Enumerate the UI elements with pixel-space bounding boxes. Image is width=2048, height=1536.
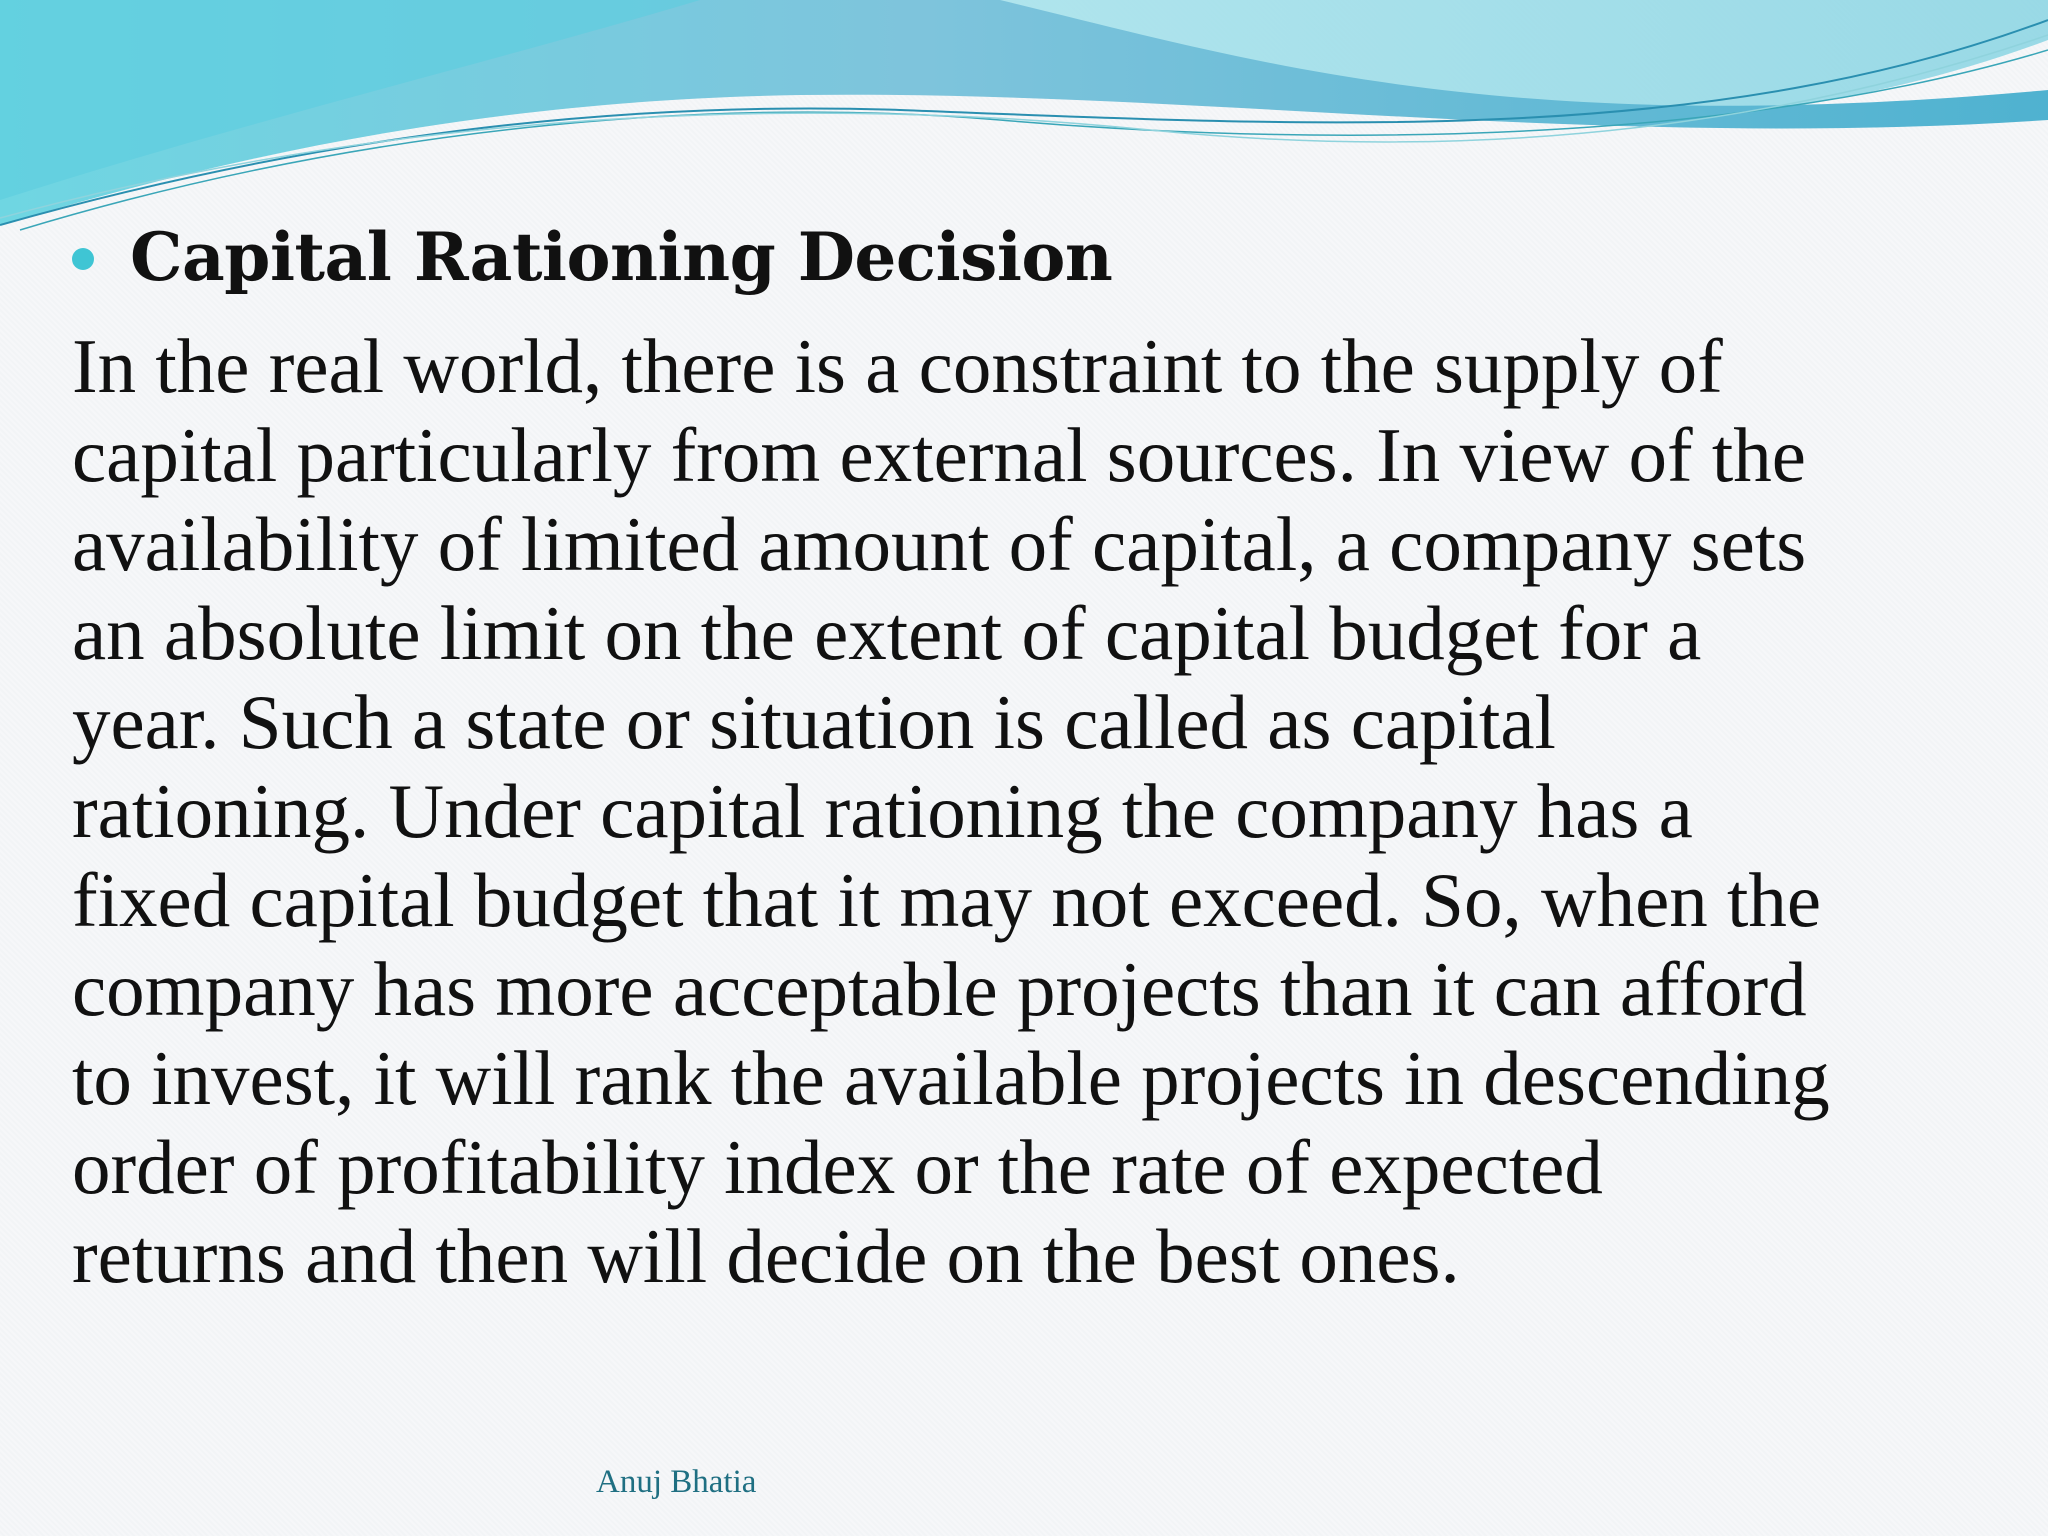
body-line: to invest, it will rank the available projects in descending — [72, 1035, 1830, 1121]
body-line: In the real world, there is a constraint to the supply of — [72, 323, 1723, 409]
body-line: capital particularly from external sources. In view of the — [72, 412, 1806, 498]
slide-body-text — [72, 322, 1992, 1301]
body-line: company has more acceptable projects than it can afford — [72, 946, 1807, 1032]
body-line: rationing. Under capital rationing the company has a — [72, 768, 1693, 854]
bullet-icon — [72, 248, 94, 270]
body-line: returns and then will decide on the best ones. — [72, 1213, 1460, 1299]
footer-author: Anuj Bhatia — [596, 1464, 757, 1500]
bullet-heading — [72, 218, 1112, 296]
body-line: an absolute limit on the extent of capital budget for a — [72, 590, 1702, 676]
slide-heading: Capital Rationing Decision — [130, 218, 1113, 296]
body-line: availability of limited amount of capital, a company sets — [72, 501, 1807, 587]
header-wave-decoration — [0, 0, 2048, 240]
body-line: order of profitability index or the rate of expected — [72, 1124, 1603, 1210]
body-line: fixed capital budget that it may not exceed. So, when the — [72, 857, 1822, 943]
body-line: year. Such a state or situation is called as capital — [72, 679, 1556, 765]
